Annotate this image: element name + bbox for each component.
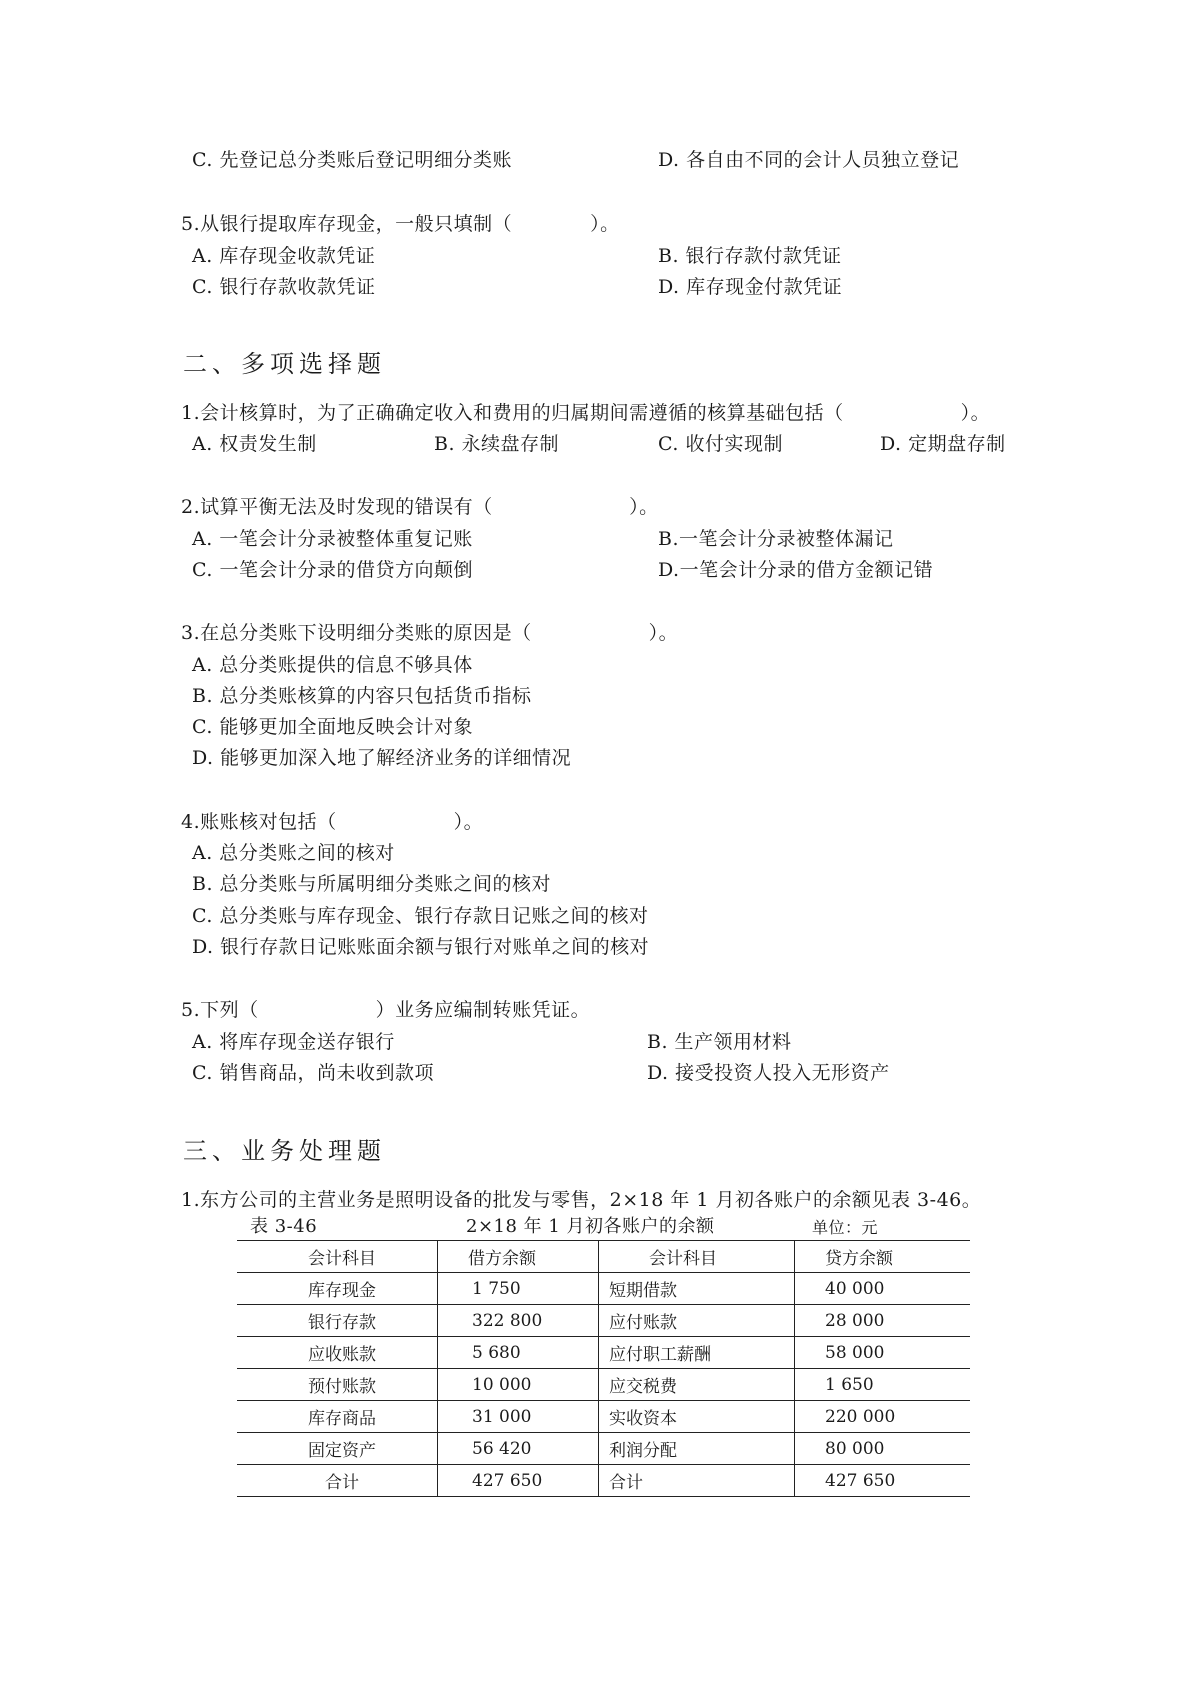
question-stem: 1.会计核算时，为了正确确定收入和费用的归属期间需遵循的核算基础包括（ ）。: [181, 402, 991, 424]
cell: 合计: [237, 1465, 438, 1497]
option-d: D. 能够更加深入地了解经济业务的详细情况: [192, 747, 572, 769]
cell: 427 650: [438, 1465, 599, 1497]
question-stem: 5.从银行提取库存现金，一般只填制（ ）。: [181, 213, 620, 235]
option-c: C. 总分类账与库存现金、银行存款日记账之间的核对: [192, 905, 649, 927]
cell: 利润分配: [599, 1433, 795, 1465]
cell: 库存现金: [237, 1273, 438, 1305]
table-row: [237, 1305, 970, 1337]
option-d: D. 接受投资人投入无形资产: [647, 1062, 890, 1084]
cell: 实收资本: [599, 1401, 795, 1433]
cell: 预付账款: [237, 1369, 438, 1401]
table-row: [237, 1337, 970, 1369]
section-heading: 三、业务处理题: [183, 1137, 386, 1165]
option-b: B. 总分类账核算的内容只包括货币指标: [192, 685, 532, 707]
table-row: [237, 1401, 970, 1433]
cell: 1 650: [795, 1369, 971, 1401]
option-b: B. 生产领用材料: [647, 1031, 792, 1053]
cell: 应交税费: [599, 1369, 795, 1401]
table-row: [237, 1273, 970, 1305]
cell: 427 650: [795, 1465, 971, 1497]
cell: 56 420: [438, 1433, 599, 1465]
cell: 合计: [599, 1465, 795, 1497]
table-title: 2×18 年 1 月初各账户的余额: [466, 1216, 715, 1237]
cell: 58 000: [795, 1337, 971, 1369]
cell: 短期借款: [599, 1273, 795, 1305]
table-row: [237, 1433, 970, 1465]
question-stem: 3.在总分类账下设明细分类账的原因是（ ）。: [181, 622, 679, 644]
header-cell: 会计科目: [237, 1241, 438, 1273]
section-heading: 二、多项选择题: [183, 350, 386, 378]
question-stem: 4.账账核对包括（ ）。: [181, 811, 484, 833]
cell: 应收账款: [237, 1337, 438, 1369]
question-stem: 2.试算平衡无法及时发现的错误有（ ）。: [181, 496, 659, 518]
option-c: C. 能够更加全面地反映会计对象: [192, 716, 473, 738]
option-a: A. 总分类账之间的核对: [192, 842, 395, 864]
cell: 应付账款: [599, 1305, 795, 1337]
option-b: B. 总分类账与所属明细分类账之间的核对: [192, 873, 552, 895]
option-d: D. 各自由不同的会计人员独立登记: [658, 149, 960, 171]
option-a: A. 库存现金收款凭证: [192, 245, 376, 267]
cell: 应付职工薪酬: [599, 1337, 795, 1369]
option-d: D. 库存现金付款凭证: [658, 276, 843, 298]
cell: 库存商品: [237, 1401, 438, 1433]
cell: 固定资产: [237, 1433, 438, 1465]
header-cell: 会计科目: [599, 1241, 795, 1273]
cell: 1 750: [438, 1273, 599, 1305]
option-c: C. 收付实现制: [658, 433, 783, 455]
question-stem: 1.东方公司的主营业务是照明设备的批发与零售，2×18 年 1 月初各账户的余额见表 3-46。: [181, 1189, 982, 1211]
table-row: [237, 1369, 970, 1401]
option-a: A. 总分类账提供的信息不够具体: [192, 654, 473, 676]
cell: 银行存款: [237, 1305, 438, 1337]
cell: 5 680: [438, 1337, 599, 1369]
option-d: D. 定期盘存制: [880, 433, 1006, 455]
cell: 40 000: [795, 1273, 971, 1305]
question-stem: 5.下列（ ）业务应编制转账凭证。: [181, 999, 591, 1021]
option-b: B.一笔会计分录被整体漏记: [658, 528, 894, 550]
option-b: B. 永续盘存制: [434, 433, 560, 455]
cell: 28 000: [795, 1305, 971, 1337]
header-cell: 借方余额: [438, 1241, 599, 1273]
cell: 80 000: [795, 1433, 971, 1465]
balance-table: [237, 1240, 970, 1497]
table-unit: 单位：元: [812, 1218, 879, 1237]
option-d: D. 银行存款日记账账面余额与银行对账单之间的核对: [192, 936, 650, 958]
cell: 10 000: [438, 1369, 599, 1401]
header-cell: 贷方余额: [795, 1241, 971, 1273]
option-c: C. 银行存款收款凭证: [192, 276, 376, 298]
cell: 220 000: [795, 1401, 971, 1433]
option-a: A. 将库存现金送存银行: [192, 1031, 395, 1053]
table-header-row: [237, 1241, 970, 1273]
option-c: C. 一笔会计分录的借贷方向颠倒: [192, 559, 473, 581]
table-total-row: [237, 1465, 970, 1497]
cell: 322 800: [438, 1305, 599, 1337]
option-a: A. 一笔会计分录被整体重复记账: [192, 528, 473, 550]
cell: 31 000: [438, 1401, 599, 1433]
option-c: C. 先登记总分类账后登记明细分类账: [192, 149, 512, 171]
option-b: B. 银行存款付款凭证: [658, 245, 842, 267]
option-d: D.一笔会计分录的借方金额记错: [658, 559, 934, 581]
option-a: A. 权责发生制: [192, 433, 317, 455]
option-c: C. 销售商品，尚未收到款项: [192, 1062, 434, 1084]
table-number: 表 3-46: [250, 1216, 318, 1237]
